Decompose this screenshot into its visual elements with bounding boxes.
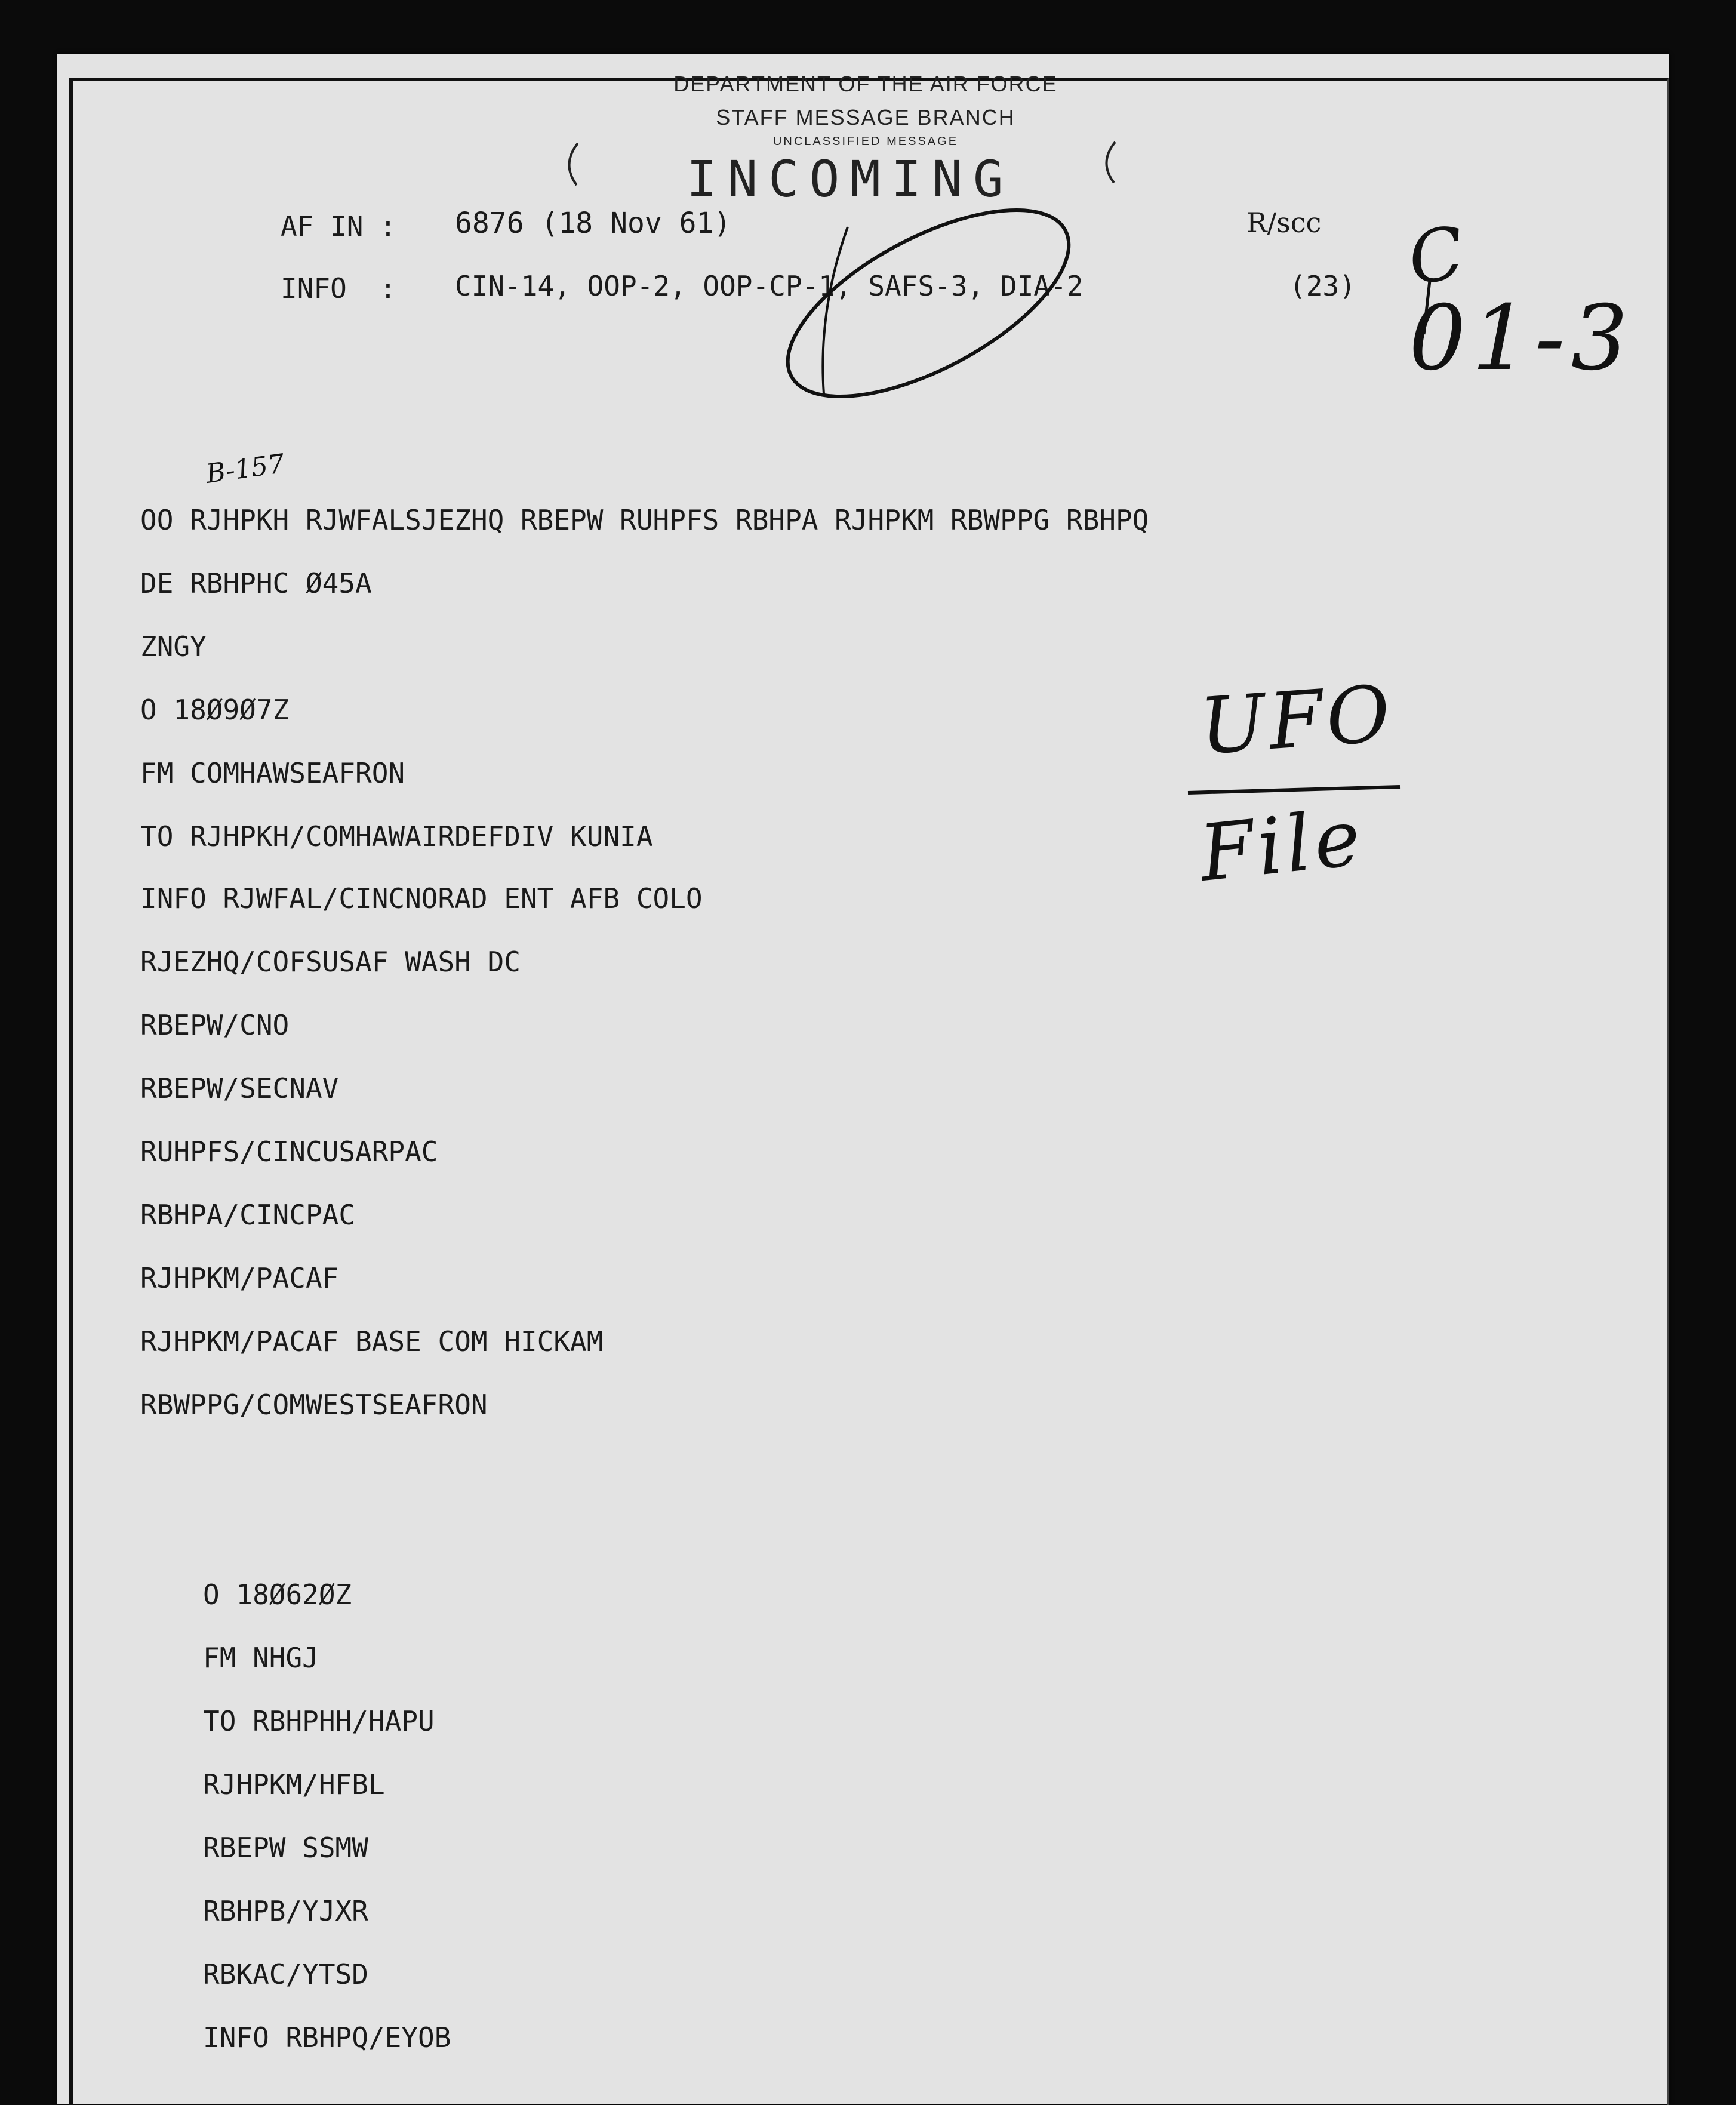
info-distribution: CIN-14, OOP-2, OOP-CP-1, SAFS-3, DIA-2 [455, 270, 1084, 302]
message-line: INFO RJWFAL/CINCNORAD ENT AFB COLO [140, 882, 703, 915]
fraction-line [1188, 787, 1400, 793]
af-in-label: AF IN : [281, 210, 396, 242]
message-line: RBKAC/YTSD [203, 1958, 368, 1990]
handwritten-file-ref: 01-3 [1409, 287, 1634, 390]
hand-drawn-stroke [823, 227, 848, 394]
letterhead-branch: STAFF MESSAGE BRANCH [716, 105, 1015, 130]
handwritten-tick [1424, 281, 1430, 334]
routing-code: R/scc [1246, 207, 1322, 239]
message-line: RBEPW SSMW [203, 1832, 368, 1864]
message-line: TO RBHPHH/HAPU [203, 1705, 435, 1737]
message-line: RUHPFS/CINCUSARPAC [140, 1135, 438, 1168]
letterhead-bracket-right [1106, 142, 1115, 183]
message-line: RJHPKM/PACAF BASE COM HICKAM [140, 1325, 604, 1358]
handwritten-file: File [1195, 792, 1368, 899]
message-line: OO RJHPKH RJWFALSJEZHQ RBEPW RUHPFS RBHPA RJHPKM RBWPPG RBHPQ [140, 504, 1149, 536]
letterhead-bracket-left [569, 143, 578, 185]
handwritten-corner-mark: C [1403, 211, 1470, 301]
message-line: RBHPB/YJXR [203, 1895, 368, 1927]
message-line: O 18Ø62ØZ [203, 1578, 352, 1611]
message-line: DE RBHPHC Ø45A [140, 567, 372, 599]
message-line: RBEPW/CNO [140, 1009, 290, 1041]
handwritten-ufo: UFO [1197, 667, 1397, 773]
copy-count: (23) [1289, 270, 1356, 302]
message-line: RJHPKM/HFBL [203, 1768, 385, 1801]
message-line: RJHPKM/PACAF [140, 1262, 339, 1294]
message-line: RBEPW/SECNAV [140, 1072, 339, 1104]
message-line: INFO RBHPQ/EYOB [203, 2021, 451, 2054]
letterhead-classification: UNCLASSIFIED MESSAGE [772, 135, 959, 148]
message-line: FM NHGJ [203, 1642, 319, 1674]
af-in-value: 6876 (18 Nov 61) [455, 207, 731, 240]
hand-drawn-oval [761, 173, 1096, 434]
message-line: RJEZHQ/COFSUSAF WASH DC [140, 946, 521, 978]
message-line: O 18Ø9Ø7Z [140, 694, 290, 726]
message-line: FM COMHAWSEAFRON [140, 757, 405, 789]
message-line: ZNGY [140, 630, 207, 663]
info-label: INFO : [281, 272, 396, 304]
message-line: RBWPPG/COMWESTSEAFRON [140, 1389, 488, 1421]
message-line: RBHPA/CINCPAC [140, 1199, 356, 1231]
incoming-stamp: INCOMING [687, 150, 1014, 208]
letterhead-department: DEPARTMENT OF THE AIR FORCE [673, 72, 1058, 96]
handwritten-msg-ref: B-157 [204, 448, 287, 490]
message-line: TO RJHPKH/COMHAWAIRDEFDIV KUNIA [140, 820, 653, 853]
